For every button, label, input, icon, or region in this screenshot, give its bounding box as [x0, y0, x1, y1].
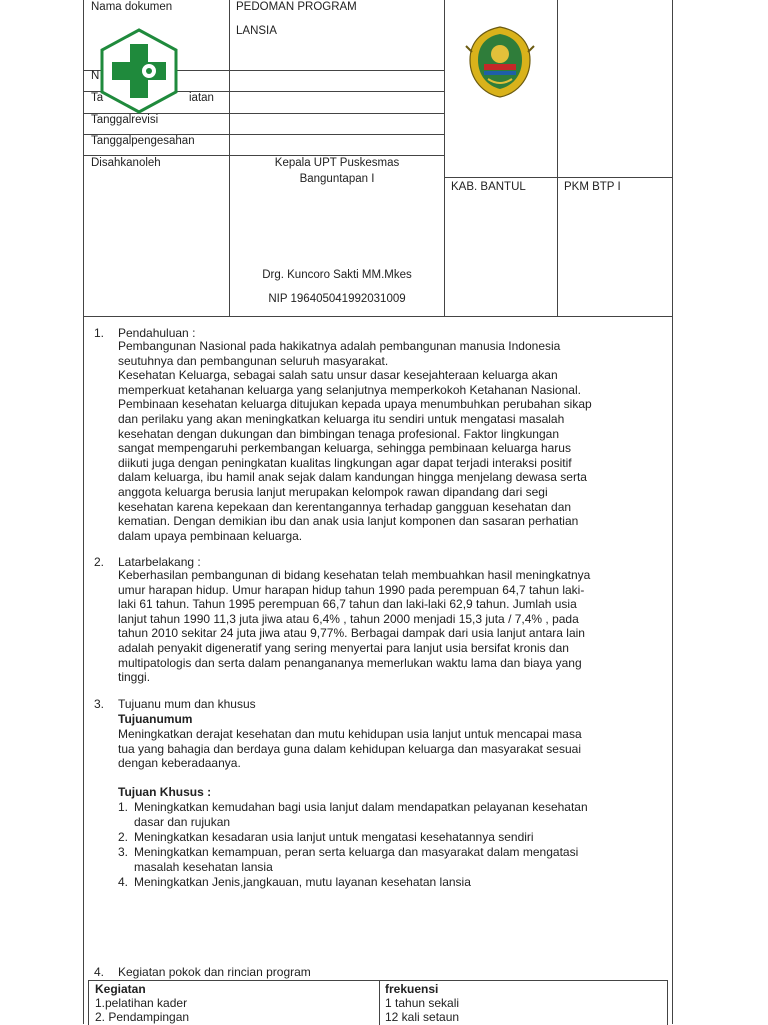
regency-emblem-logo: [464, 24, 536, 100]
section-paragraph: [118, 339, 666, 543]
tanggal-pengesahan-label: Tanggalpengesahan: [91, 135, 195, 147]
text-line: multipatologis dan serta dalam penangananya memerlukan waktu lama dan biaya yang: [118, 655, 582, 670]
text-line: dalam upaya pembinaan keluarga.: [118, 528, 303, 543]
section-paragraph: [118, 568, 666, 685]
section-title: Latarbelakang :: [118, 555, 201, 569]
puskesmas-logo: [96, 28, 182, 114]
tujuan-umum-heading: Tujuanumum: [118, 712, 193, 726]
text-line: dengan keberadaanya.: [118, 756, 241, 771]
pkm-label: PKM BTP I: [564, 181, 621, 193]
signer-title-line1: Kepala UPT Puskesmas: [274, 157, 400, 169]
text-line: Pembangunan Nasional pada hakikatnya adalah pembangunan manusia Indonesia: [118, 339, 561, 353]
text-line: kesehatan dengan dukungan dan bimbingan tenaga profesional. Faktor lingkungan: [118, 426, 559, 441]
table-cell: 12 kali setaun: [385, 1010, 460, 1024]
text-line: dan perilaku yang akan meningkatkan keluarga itu sendiri untuk mengatasi masalah: [118, 411, 565, 426]
text-line: tinggi.: [118, 670, 151, 685]
tanggal-terbit-label-right: iatan: [189, 92, 214, 104]
text-line: umur harapan hidup. Umur harapan hidup tahun 1990 pada perempuan 64,7 tahun laki-: [118, 582, 585, 597]
text-line: kematian. Dengan demikian ibu dan anak usia lanjut komponen dan sasaran perhatian: [118, 514, 579, 529]
text-line: adalah penyakit digeneratif yang sering menyertai para lanjut usia bersifat kronis dan: [118, 640, 569, 655]
tujuan-khusus-item-2: 2. Meningkatkan kesadaran usia lanjut untuk mengatasi kesehatannya sendiri: [118, 830, 534, 844]
text-line: Meningkatkan derajat kesehatan dan mutu kehidupan usia lanjut untuk mencapai masa: [118, 727, 582, 741]
text-line: memperkuat ketahanan keluarga yang selanjutnya memperkokoh Ketahanan Nasional.: [118, 382, 581, 397]
table-header-frekuensi: frekuensi: [385, 982, 439, 996]
text-line: laki 61 tahun. Tahun 1995 perempuan 66,7 tahun dan laki-laki 62,9 tahun. Jumlah usia: [118, 597, 577, 612]
text-line: Kesehatan Keluarga, sebagai salah satu unsur dasar kesejahteraan keluarga akan: [118, 368, 558, 383]
text-line: Pembinaan kesehatan keluarga ditujukan kepada upaya menumbuhkan perubahan sikap: [118, 397, 592, 412]
nama-dokumen-label: Nama dokumen: [91, 1, 173, 13]
table-cell: 2. Pendampingan: [95, 1010, 190, 1024]
document-header-table: [84, 0, 672, 317]
program-table: [88, 980, 668, 1025]
section-number: 2.: [94, 555, 105, 569]
tanggal-revisi-label: Tanggalrevisi: [91, 114, 159, 126]
disahkan-oleh-label: Disahkanoleh: [91, 157, 161, 169]
table-header-kegiatan: Kegiatan: [95, 982, 146, 996]
tujuan-khusus-item-3: 3. Meningkatkan kemampuan, peran serta keluarga dan masyarakat dalam mengatasi masalah kesehatan lansia: [118, 845, 579, 874]
section-title: Kegiatan pokok dan rincian program: [118, 965, 311, 979]
table-cell: 1.pelatihan kader: [95, 996, 188, 1010]
section-number: 4.: [94, 965, 105, 979]
text-line: lanjut tahun 1990 11,3 juta jiwa atau 6,4% , tahun 2000 menjadi 15,3 juta / 7,4% , pada: [118, 611, 579, 626]
text-line: tahun 2010 sekitar 24 juta jiwa atau 9,77%. Berbagai dampak dari usia lanjut antara lain: [118, 626, 585, 641]
text-line: anggota keluarga berusia lanjut merupakan kelompok rawan dipandang dari segi: [118, 484, 548, 499]
section-number: 1.: [94, 326, 105, 340]
signer-name: Drg. Kuncoro Sakti MM.Mkes: [262, 269, 412, 281]
tujuan-khusus-item-1: 1. Meningkatkan kemudahan bagi usia lanjut dalam mendapatkan pelayanan kesehatan dasar dan rujukan: [118, 800, 588, 829]
signer-title-line2: Banguntapan I: [299, 173, 375, 185]
document-page: [83, 0, 673, 1024]
table-cell: 1 tahun sekali: [385, 996, 460, 1010]
tujuan-umum-paragraph: [118, 727, 666, 771]
kab-label: KAB. BANTUL: [451, 181, 526, 193]
tanggal-terbit-label-left: Ta: [91, 92, 104, 104]
section-title: Pendahuluan :: [118, 326, 196, 340]
section-title: Tujuanu mum dan khusus: [118, 697, 256, 711]
text-line: dalam keluarga, ibu hamil anak sejak dalam kandungan hingga menjelang dewasa serta: [118, 470, 587, 485]
text-line: sangat mempengaruhi perkembangan keluarga, sehingga pembinaan keluarga harus: [118, 441, 571, 456]
nama-dokumen-value-line2: LANSIA: [236, 25, 277, 37]
text-line: seutuhnya dan pembangunan seluruh masyarakat.: [118, 353, 389, 368]
text-line: diikuti juga dengan peningkatan kualitas lingkungan agar dapat terjadi interaksi positif: [118, 455, 572, 470]
tujuan-khusus-item-4: 4. Meningkatkan Jenis,jangkauan, mutu layanan kesehatan lansia: [118, 875, 471, 889]
no-dokumen-label: N: [91, 70, 100, 82]
nama-dokumen-value-line1: PEDOMAN PROGRAM: [236, 1, 357, 13]
text-line: Keberhasilan pembangunan di bidang kesehatan telah membuahkan hasil meningkatnya: [118, 568, 591, 582]
text-line: kesehatan karena kepekaan dan kerentangannya terhadap gangguan kesehatan dan: [118, 499, 572, 514]
text-line: tua yang bahagia dan berdaya guna dalam kehidupan keluarga dan masyarakat sesuai: [118, 741, 581, 756]
tujuan-khusus-heading: Tujuan Khusus :: [118, 785, 212, 799]
section-number: 3.: [94, 697, 105, 711]
signer-nip: NIP 196405041992031009: [268, 293, 406, 305]
